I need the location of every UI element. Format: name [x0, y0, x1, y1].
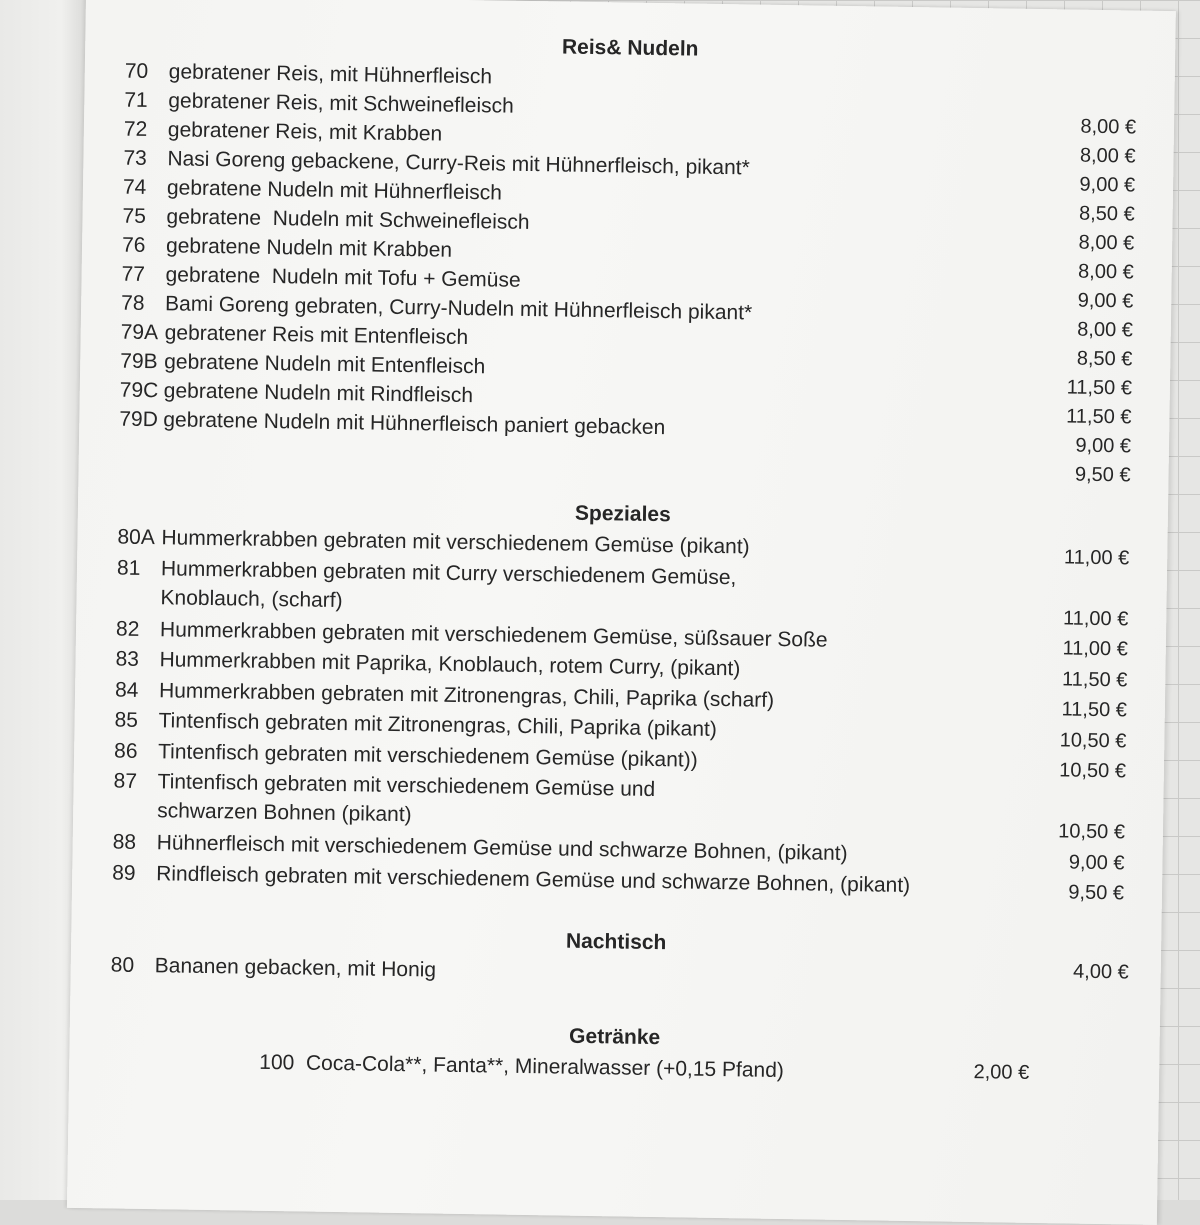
item-description: gebratener Reis, mit Hühnerfleisch: [168, 60, 493, 89]
item-number: 89: [112, 861, 136, 885]
item-price: 10,50 €: [1059, 759, 1127, 783]
item-number: 100: [259, 1050, 295, 1075]
item-price: 8,00 €: [1078, 231, 1135, 255]
item-list: [112, 523, 1130, 905]
item-number: 79A: [120, 320, 159, 345]
item-price: 11,50 €: [1066, 376, 1133, 400]
item-number: 71: [124, 88, 148, 112]
item-description: gebratener Reis mit Entenfleisch: [164, 321, 469, 350]
item-price: 8,00 €: [1077, 260, 1134, 284]
item-price: 8,00 €: [1079, 144, 1136, 168]
item-description: Tintenfisch gebraten mit verschiedenem Gemüse und schwarzen Bohnen (pikant): [156, 770, 656, 827]
item-number: 82: [115, 617, 140, 641]
item-description: Hummerkrabben gebraten mit Curry verschiedenem Gemüse, Knoblauch, (scharf): [160, 556, 737, 612]
item-description: gebratene Nudeln mit Rindfleisch: [163, 379, 474, 408]
section-reis-nudeln: [119, 25, 1137, 487]
item-price: 11,00 €: [1062, 606, 1129, 630]
item-number: 70: [124, 59, 149, 83]
item-number: 72: [123, 117, 148, 141]
item-price: 10,50 €: [1058, 820, 1126, 844]
item-price: 10,50 €: [1059, 728, 1127, 752]
item-number: 80A: [117, 525, 156, 550]
menu-page: [67, 0, 1176, 1225]
item-description: Hummerkrabben gebraten mit Zitronengras, Chili, Paprika (scharf): [158, 678, 775, 712]
item-description: Hummerkrabben gebraten mit verschiedenem Gemüse (pikant): [161, 526, 750, 559]
item-price: 8,50 €: [1076, 347, 1133, 371]
item-description: gebratene Nudeln mit Schweinefleisch: [166, 205, 530, 234]
item-description: gebratene Nudeln mit Hühnerfleisch paniert gebacken: [163, 408, 666, 440]
item-price: 8,00 €: [1080, 115, 1137, 139]
item-number: 81: [116, 556, 141, 580]
item-number: 84: [114, 678, 139, 702]
item-price: 4,00 €: [1072, 960, 1129, 984]
item-number: [119, 434, 163, 464]
section-speziales: [112, 491, 1130, 905]
item-price: 11,50 €: [1066, 405, 1132, 429]
item-price: 9,00 €: [1068, 851, 1125, 874]
item-number: 79C: [119, 378, 159, 403]
item-number: 79B: [120, 349, 158, 374]
item-price: 9,50 €: [1068, 881, 1125, 905]
item-description: Coca-Cola**, Fanta**, Mineralwasser (+0,15 Pfand): [305, 1051, 785, 1083]
item-number: 76: [121, 233, 146, 257]
item-description: Bananen gebacken, mit Honig: [154, 954, 437, 982]
item-number: 75: [122, 204, 147, 228]
item-number: 85: [114, 708, 139, 732]
item-price: 11,00 €: [1063, 545, 1130, 569]
section-nachtisch: [110, 919, 1129, 996]
item-price: 9,00 €: [1075, 434, 1132, 458]
item-number: 88: [112, 830, 137, 854]
item-description: gebratene Nudeln mit Tofu + Gemüse: [165, 263, 521, 292]
item-price: 9,00 €: [1079, 173, 1136, 197]
item-price: 8,00 €: [1077, 318, 1134, 342]
item-description: gebratene Nudeln mit Entenfleisch: [164, 350, 486, 379]
item-description: gebratener Reis, mit Schweinefleisch: [168, 89, 514, 118]
item-number: 77: [121, 262, 146, 286]
item-number: 87: [113, 769, 138, 793]
item-price: 11,00 €: [1062, 637, 1129, 661]
section-title: Reis& Nudeln: [561, 35, 699, 61]
item-description: Rindfleisch gebraten mit verschiedenem Gemüse und schwarze Bohnen, (pikant): [156, 861, 911, 897]
item-price: 9,00 €: [1077, 289, 1134, 313]
item-description: Hühnerfleisch mit verschiedenem Gemüse und schwarze Bohnen, (pikant): [156, 831, 848, 866]
item-number: 79D: [119, 407, 159, 432]
section-title: Getränke: [568, 1024, 661, 1050]
item-number: 73: [123, 146, 147, 170]
section-getraenke: [109, 1014, 1110, 1092]
item-number: 74: [122, 175, 147, 199]
item-price: 2,00 €: [973, 1061, 1030, 1084]
item-description: Nasi Goreng gebackene, Curry-Reis mit Hühnerfleisch, pikant*: [167, 147, 750, 180]
item-description: Tintenfisch gebraten mit Zitronengras, Chili, Paprika (pikant): [158, 709, 718, 741]
item-price: 11,50 €: [1061, 698, 1128, 722]
menu-content: [109, 25, 1137, 1092]
item-price: 8,50 €: [1078, 202, 1135, 226]
item-number: 78: [120, 291, 145, 315]
item-price: 11,50 €: [1061, 667, 1128, 691]
item-number: 83: [115, 647, 140, 671]
item-description: gebratener Reis, mit Krabben: [167, 118, 443, 146]
item-price: 9,50 €: [1074, 463, 1131, 487]
section-title: Nachtisch: [565, 929, 667, 955]
item-list: [119, 57, 1137, 487]
item-description: Tintenfisch gebraten mit verschiedenem Gemüse (pikant)): [157, 739, 698, 772]
item-description: Hummerkrabben mit Paprika, Knoblauch, rotem Curry, (pikant): [159, 648, 741, 681]
item-description: Hummerkrabben gebraten mit verschiedenem Gemüse, süßsauer Soße: [159, 617, 828, 652]
item-description: Bami Goreng gebraten, Curry-Nudeln mit Hühnerfleisch pikant*: [164, 292, 753, 325]
item-number: 86: [113, 739, 138, 763]
section-title: Speziales: [574, 501, 671, 527]
item-description: gebratene Nudeln mit Krabben: [165, 234, 453, 262]
item-number: 80: [110, 953, 135, 977]
item-description: gebratene Nudeln mit Hühnerfleisch: [166, 176, 503, 205]
